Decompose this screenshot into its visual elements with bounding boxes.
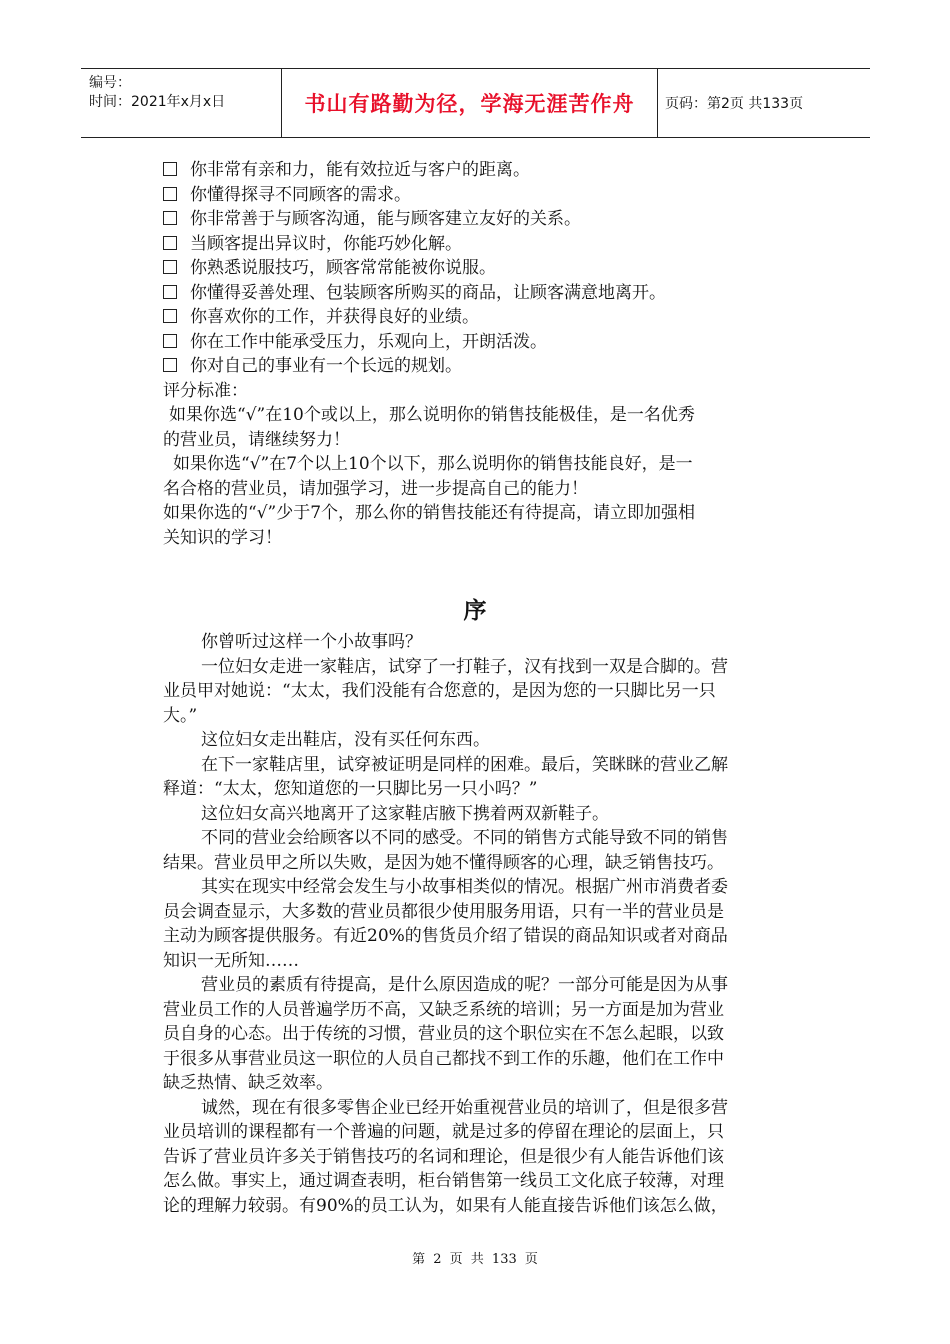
- scoring-text: 的营业员，请继续努力！: [163, 429, 350, 450]
- body-text-line: 诚然，现在有很多零售企业已经开始重视营业员的培训了，但是很多营: [201, 1097, 728, 1118]
- checkbox-icon: [163, 334, 177, 348]
- checkbox-icon: [163, 162, 177, 176]
- body-text-line: 不同的营业会给顾客以不同的感受。不同的销售方式能导致不同的销售: [201, 828, 728, 848]
- header-page-info: 页码：第2页 共133页: [665, 96, 804, 112]
- document-header: [81, 68, 870, 138]
- checkbox-icon: [163, 358, 177, 372]
- body-text-line: 在下一家鞋店里，试穿被证明是同样的困难。最后，笑眯眯的营业乙解: [201, 754, 728, 775]
- checklist-item: 你懂得探寻不同顾客的需求。: [163, 183, 813, 208]
- scoring-label: 评分标准：: [163, 380, 248, 401]
- checkbox-icon: [163, 187, 177, 201]
- body-text-line: 告诉了营业员许多关于销售技巧的名词和理论，但是很少有人能告诉他们该: [163, 1146, 724, 1167]
- checklist-item: 你喜欢你的工作，并获得良好的业绩。: [163, 305, 813, 330]
- body-text-line: 释道：“太太，您知道您的一只脚比另一只小吗？”: [163, 779, 538, 799]
- body-text-line: 业员培训的课程都有一个普遍的问题，就是过多的停留在理论的层面上，只: [163, 1122, 724, 1142]
- checkbox-icon: [163, 260, 177, 274]
- checkbox-icon: [163, 285, 177, 299]
- checklist-item: 当顾客提出异议时，你能巧妙化解。: [163, 232, 813, 257]
- body-text-line: 一位妇女走进一家鞋店，试穿了一打鞋子，汉有找到一双是合脚的。营: [201, 656, 728, 677]
- body-text-line: 于很多从事营业员这一职位的人员自己都找不到工作的乐趣，他们在工作中: [163, 1048, 724, 1069]
- checklist-item: 你非常有亲和力，能有效拉近与客户的距离。: [163, 158, 813, 183]
- checklist-item: 你在工作中能承受压力，乐观向上，开朗活泼。: [163, 330, 813, 355]
- body-text-line: 其实在现实中经常会发生与小故事相类似的情况。根据广州市消费者委: [201, 877, 728, 897]
- body-text-line: 缺乏热情、缺乏效率。: [163, 1073, 333, 1093]
- body-text-line: 大。”: [163, 705, 198, 726]
- checklist-item: 你懂得妥善处理、包装顾客所购买的商品，让顾客满意地离开。: [163, 281, 813, 306]
- body-text-line: 怎么做。事实上，通过调查表明，柜台销售第一线员工文化底子较薄，对理: [163, 1171, 724, 1191]
- header-meta: [81, 69, 281, 137]
- checklist-item: 你非常善于与顾客沟通，能与顾客建立友好的关系。: [163, 207, 813, 232]
- body-text-line: 员自身的心态。出于传统的习惯，营业员的这个职位实在不怎么起眼，以致: [163, 1024, 724, 1044]
- body-text-line: 主动为顾客提供服务。有近20%的售货员介绍了错误的商品知识或者对商品: [163, 926, 728, 946]
- body-text-line: 业员甲对她说：“太太，我们没能有合您意的，是因为您的一只脚比另一只: [163, 681, 716, 701]
- scoring-text: 如果你选“√”在7个以上10个以下，那么说明你的销售技能良好，是一: [173, 454, 693, 474]
- body-text-line: 营业员工作的人员普遍学历不高，又缺乏系统的培训；另一方面是加为营业: [163, 999, 724, 1020]
- checklist-item: 你对自己的事业有一个长远的规划。: [163, 354, 813, 379]
- body-text-line: 你曾听过这样一个小故事吗？: [201, 632, 422, 652]
- preface-body: [163, 630, 813, 1218]
- checkbox-icon: [163, 211, 177, 225]
- date-label: 时间：2021年x月x日: [89, 94, 226, 110]
- body-text-line: 营业员的素质有待提高，是什么原因造成的呢？一部分可能是因为从事: [201, 975, 728, 995]
- scoring-text: 如果你选的“√”少于7个，那么你的销售技能还有待提高，请立即加强相: [163, 503, 696, 523]
- checkbox-icon: [163, 236, 177, 250]
- scoring-text: 名合格的营业员，请加强学习，进一步提高自己的能力！: [163, 478, 588, 499]
- body-text-line: 这位妇女高兴地离开了这家鞋店腋下携着两双新鞋子。: [201, 803, 609, 824]
- body-text-line: 论的理解力较弱。有90%的员工认为，如果有人能直接告诉他们该怎么做，: [163, 1195, 728, 1216]
- body-text-line: 结果。营业员甲之所以失败，是因为她不懂得顾客的心理，缺乏销售技巧。: [163, 852, 724, 873]
- checklist-item: 你熟悉说服技巧，顾客常常能被你说服。: [163, 256, 813, 281]
- checkbox-icon: [163, 309, 177, 323]
- scoring-text: 关知识的学习！: [163, 527, 282, 548]
- section-title: 序: [463, 598, 487, 624]
- scoring-text: 如果你选“√”在10个或以上，那么说明你的销售技能极佳，是一名优秀: [169, 405, 695, 425]
- body-text-line: 员会调查显示，大多数的营业员都很少使用服务用语，只有一半的营业员是: [163, 901, 724, 922]
- number-label: 编号：: [89, 75, 131, 91]
- header-motto: 书山有路勤为径，学海无涯苦作舟: [304, 92, 635, 116]
- page-footer: 第 2 页 共 133 页: [412, 1252, 538, 1267]
- header-divider: [657, 69, 658, 137]
- body-text-line: 这位妇女走出鞋店，没有买任何东西。: [201, 730, 490, 750]
- checklist-section: [163, 158, 813, 550]
- body-text-line: 知识一无所知……: [163, 950, 299, 971]
